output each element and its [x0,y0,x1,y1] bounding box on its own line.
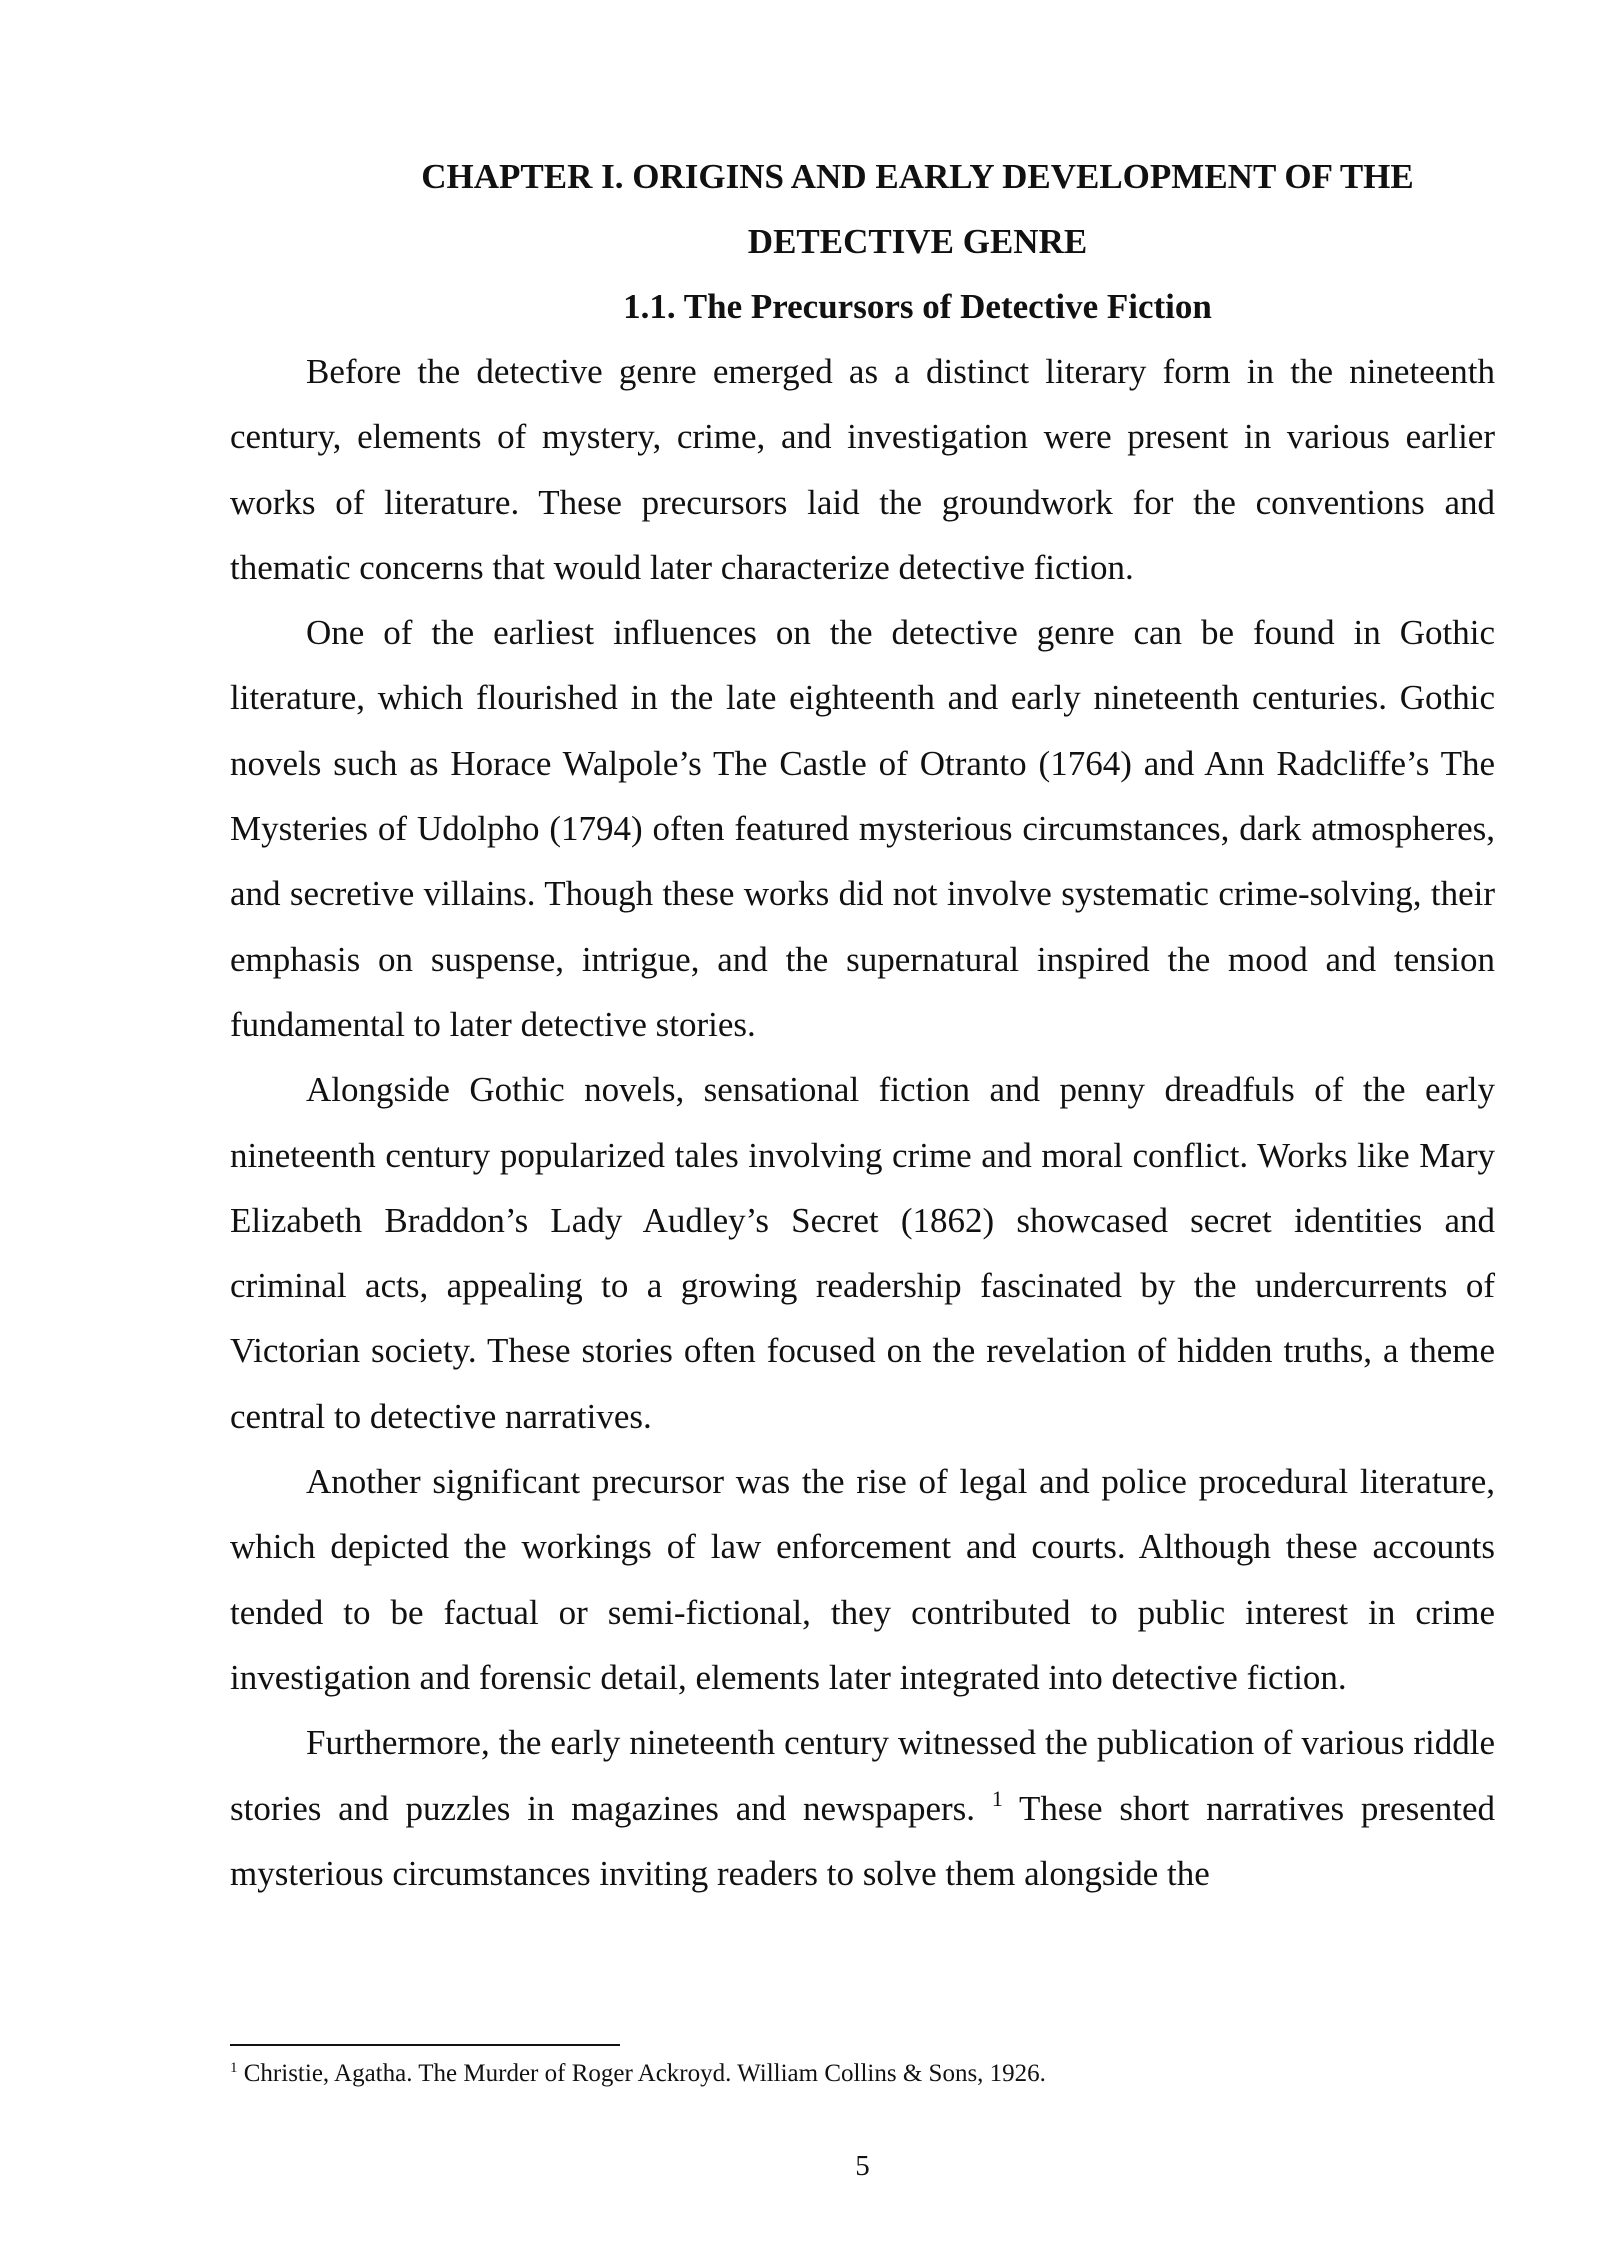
paragraph-3: Alongside Gothic novels, sensational fiction and penny dreadfuls of the early nineteenth century popularized tales involving crime and moral conflict. Works like Mary Elizabeth Braddon’s Lady Audley’s Secret (1862) showcased secret identities and criminal acts, appealing to a growing readership fascinated by the undercurrents of Victorian society. These stories often focused on the revelation of hidden truths, a theme central to detective narratives. [230,1070,1495,1436]
paragraph-5 [230,1710,1495,1906]
paragraph-5-part-1: Furthermore, the early nineteenth century witnessed the publication of various riddle stories and puzzles in magazines and newspapers. [230,1723,1495,1828]
footnote-mark: 1 [230,2060,238,2076]
chapter-title [230,144,1495,274]
chapter-title-line-2: DETECTIVE GENRE [747,222,1088,261]
section-title: 1.1. The Precursors of Detective Fiction [623,287,1212,326]
paragraph-4: Another significant precursor was the rise of legal and police procedural literature, which depicted the workings of law enforcement and courts. Although these accounts tended to be factual or semi-fictional, they contributed to public interest in crime investigation and forensic detail, elements later integrated into detective fiction. [230,1462,1495,1697]
footnote [230,2056,1495,2092]
paragraph-1: Before the detective genre emerged as a distinct literary form in the nineteenth century, elements of mystery, crime, and investigation were present in various earlier works of literature. These precursors laid the groundwork for the conventions and thematic concerns that would later characterize detective fiction. [230,352,1495,587]
footnote-text: Christie, Agatha. The Murder of Roger Ackroyd. William Collins & Sons, 1926. [237,2060,1046,2087]
body-text-column [230,144,1495,1906]
chapter-title-line-1: CHAPTER I. ORIGINS AND EARLY DEVELOPMENT OF THE [421,157,1414,196]
footnote-reference[interactable]: 1 [991,1785,1003,1811]
paragraph-5-part-2: These short narratives presented mysterious circumstances inviting readers to solve them alongside the [230,1788,1495,1893]
paragraph-2: One of the earliest influences on the detective genre can be found in Gothic literature, which flourished in the late eighteenth and early nineteenth centuries. Gothic novels such as Horace Walpole’s The Castle of Otranto (1764) and Ann Radcliffe’s The Mysteries of Udolpho (1794) often featured mysterious circumstances, dark atmospheres, and secretive villains. Though these works did not involve systematic crime-solving, their emphasis on suspense, intrigue, and the supernatural inspired the mood and tension fundamental to later detective stories. [230,613,1495,1044]
footnote-separator [230,2044,620,2046]
page-number: 5 [855,2150,870,2182]
